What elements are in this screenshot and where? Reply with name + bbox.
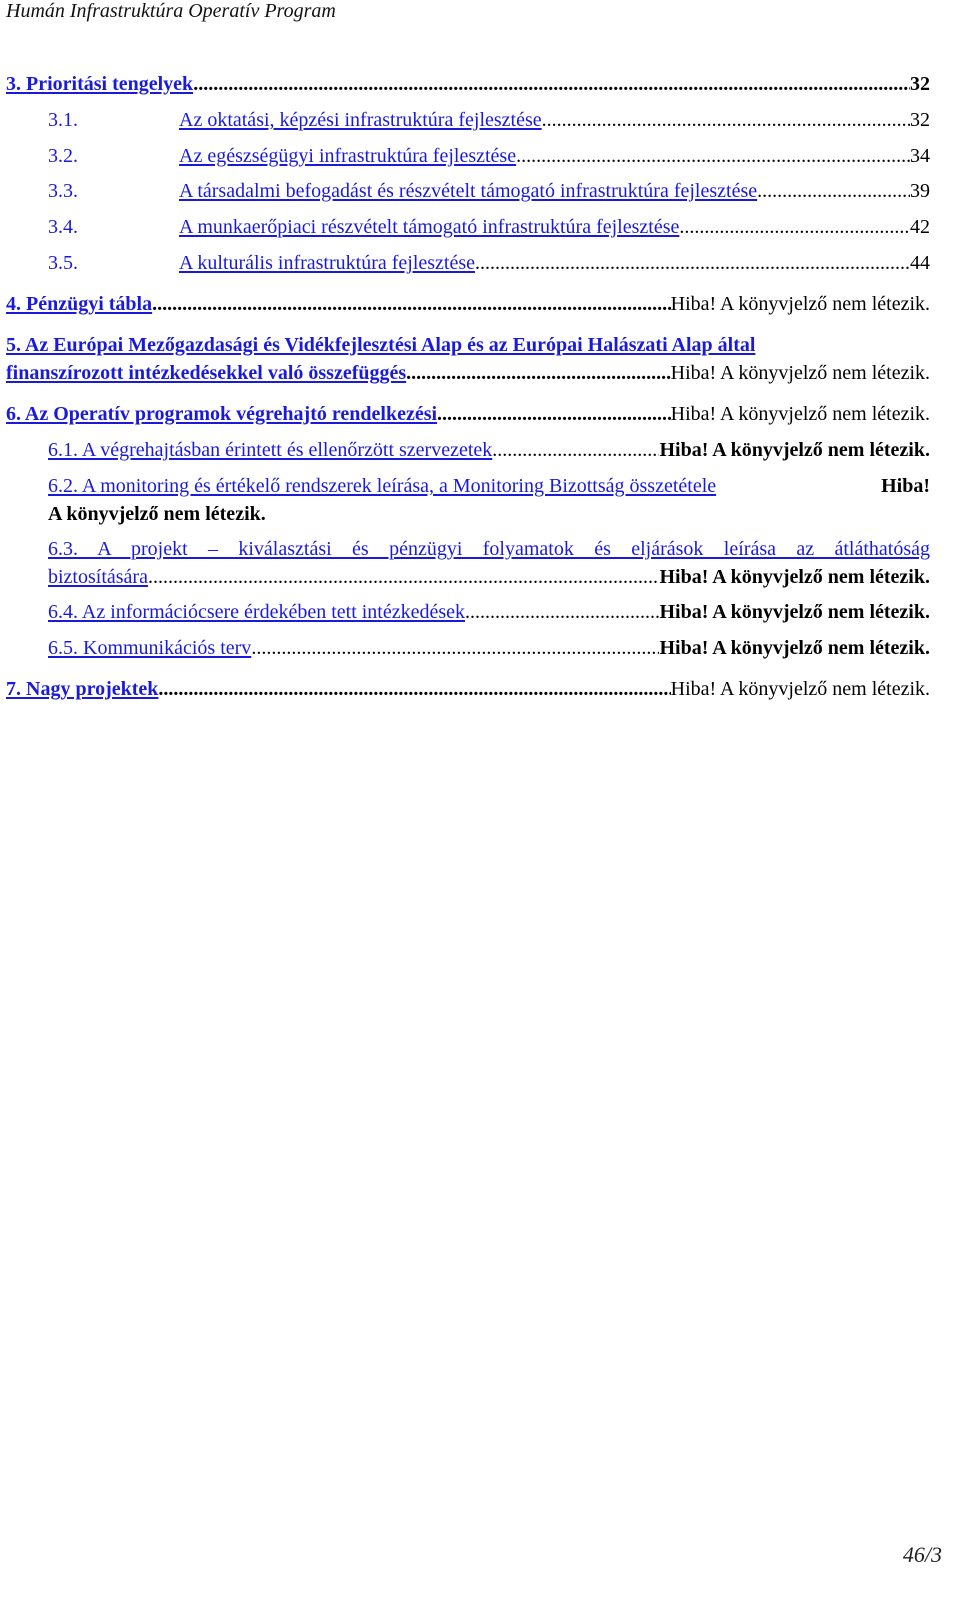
toc-entry-5-line1[interactable] (6, 331, 930, 359)
toc-leader (475, 249, 910, 277)
toc-page: 32 (910, 109, 930, 131)
toc-number: 3.4. (48, 216, 78, 238)
toc-number: 3.5. (48, 252, 78, 274)
toc-entry-4[interactable] (6, 290, 930, 318)
toc-leader (251, 634, 659, 662)
toc-entry-3-3[interactable] (6, 177, 930, 205)
toc-leader (516, 142, 910, 170)
toc-link[interactable]: 7. Nagy projektek (6, 678, 159, 700)
toc-link[interactable]: 6.3. A projekt – kiválasztási és pénzügyi folyamatok és eljárások leírása az átláthatóság (48, 538, 930, 560)
toc-number: 3.1. (48, 109, 78, 131)
toc-entry-7[interactable] (6, 675, 930, 703)
toc-error: Hiba! A könyvjelző nem létezik. (659, 601, 930, 623)
toc-leader (437, 400, 671, 428)
toc-link[interactable]: 6.2. A monitoring és értékelő rendszerek leírása, a Monitoring Bizottság összetétele (48, 475, 717, 497)
toc-entry-3-5[interactable] (6, 249, 930, 277)
toc-title: Az egészségügyi infrastruktúra fejlesztése (179, 145, 517, 167)
toc-error: Hiba! A könyvjelző nem létezik. (670, 293, 930, 315)
toc-entry-6[interactable] (6, 400, 930, 428)
toc-link[interactable] (48, 249, 475, 277)
toc-error: Hiba! A könyvjelző nem létezik. (670, 403, 930, 425)
toc-leader (158, 675, 670, 703)
toc-page: 34 (910, 145, 930, 167)
toc-leader (542, 106, 910, 134)
page-number: 46/3 (902, 1542, 942, 1567)
toc-page: 42 (910, 216, 930, 238)
toc-error: Hiba! A könyvjelző nem létezik. (659, 637, 930, 659)
toc-entry-3[interactable] (6, 70, 930, 98)
toc-link[interactable]: finanszírozott intézkedésekkel való összefüggés (6, 362, 407, 384)
toc-error: Hiba! A könyvjelző nem létezik. (670, 678, 930, 700)
toc-leader (465, 598, 659, 626)
toc-link[interactable]: 3. Prioritási tengelyek (6, 73, 194, 95)
toc-error: Hiba! A könyvjelző nem létezik. (659, 566, 930, 588)
toc-entry-3-1[interactable] (6, 106, 930, 134)
toc-page: 32 (910, 73, 930, 95)
toc-link[interactable]: 5. Az Európai Mezőgazdasági és Vidékfejlesztési Alap és az Európai Halászati Alap által (6, 334, 756, 356)
document-header: Humán Infrastruktúra Operatív Program (6, 0, 336, 22)
toc-entry-3-2[interactable] (6, 142, 930, 170)
toc-entry-6-2[interactable] (6, 472, 930, 500)
toc-link[interactable]: 6. Az Operatív programok végrehajtó rendelkezési (6, 403, 438, 425)
toc-link[interactable]: 6.1. A végrehajtásban érintett és ellenőrzött szervezetek (48, 439, 493, 461)
toc-entry-6-3-line1[interactable] (6, 535, 930, 563)
toc-number: 3.2. (48, 145, 78, 167)
toc-link[interactable]: biztosítására (48, 566, 148, 588)
toc-entry-6-3[interactable] (6, 563, 930, 591)
toc-entry-6-4[interactable] (6, 598, 930, 626)
toc-leader (193, 70, 910, 98)
toc-leader (152, 290, 671, 318)
toc-number: 3.3. (48, 180, 78, 202)
toc-entry-5[interactable] (6, 359, 930, 387)
toc-error: A könyvjelző nem létezik. (48, 503, 266, 525)
toc-link[interactable] (48, 177, 757, 205)
toc-leader (406, 359, 670, 387)
toc-entry-6-2-cont (6, 500, 930, 528)
toc-title: Az oktatási, képzési infrastruktúra fejlesztése (179, 109, 542, 131)
toc-title: A társadalmi befogadást és részvételt támogató infrastruktúra fejlesztése (179, 180, 758, 202)
toc-link[interactable]: 4. Pénzügyi tábla (6, 293, 153, 315)
toc-error: Hiba! A könyvjelző nem létezik. (659, 439, 930, 461)
toc-leader (492, 436, 659, 464)
toc-link[interactable] (48, 213, 679, 241)
toc-error: Hiba! A könyvjelző nem létezik. (670, 362, 930, 384)
toc-error: Hiba! (881, 475, 930, 497)
toc-leader (757, 177, 910, 205)
toc-link[interactable]: 6.4. Az információcsere érdekében tett intézkedések (48, 601, 466, 623)
toc-entry-6-5[interactable] (6, 634, 930, 662)
toc-link[interactable] (48, 142, 516, 170)
toc-entry-6-1[interactable] (6, 436, 930, 464)
toc-page: 39 (910, 180, 930, 202)
toc-link[interactable]: 6.5. Kommunikációs terv (48, 637, 252, 659)
toc-page: 44 (910, 252, 930, 274)
toc-entry-3-4[interactable] (6, 213, 930, 241)
toc-leader (148, 563, 659, 591)
toc-title: A munkaerőpiaci részvételt támogató infrastruktúra fejlesztése (179, 216, 680, 238)
toc-leader (679, 213, 910, 241)
toc-link[interactable] (48, 106, 542, 134)
toc-title: A kulturális infrastruktúra fejlesztése (179, 252, 476, 274)
